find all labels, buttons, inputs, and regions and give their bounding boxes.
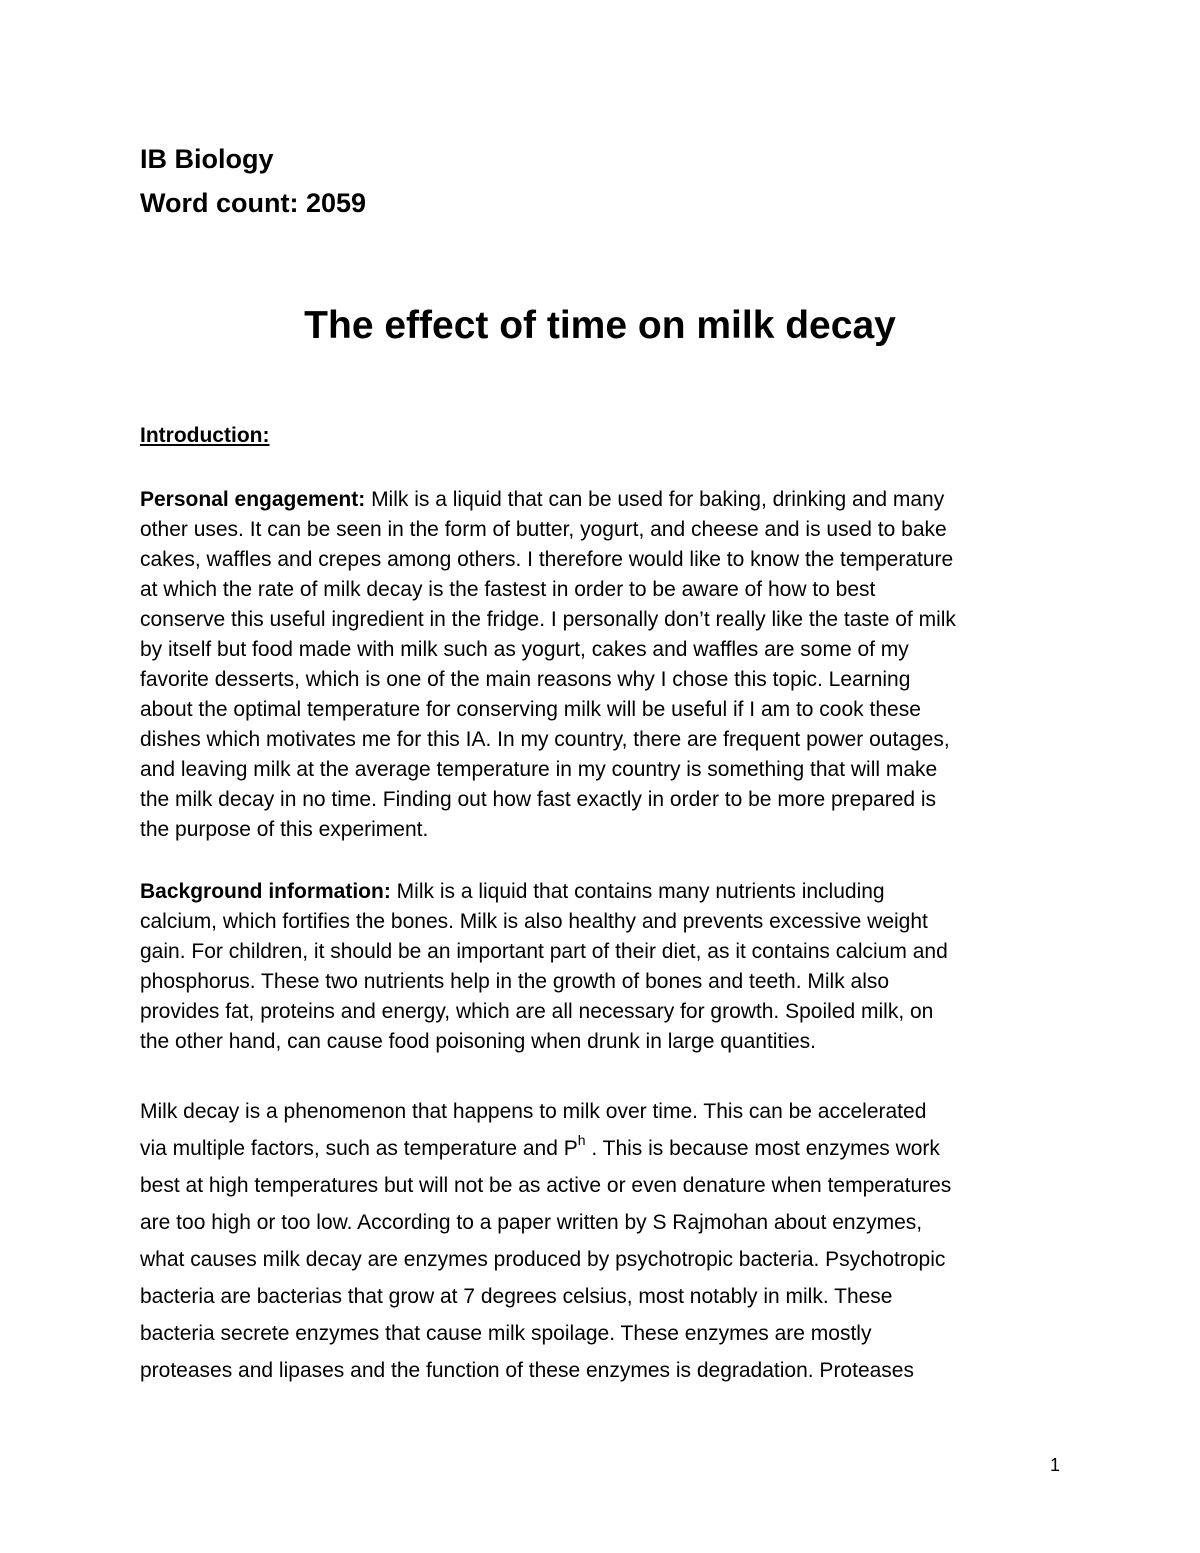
background-information-label: Background information: — [140, 880, 391, 903]
personal-engagement-paragraph — [140, 485, 1070, 845]
paragraph-line: by itself but food made with milk such as yogurt, cakes and waffles are some of my — [140, 638, 909, 661]
paragraph-line: about the optimal temperature for conserving milk will be useful if I am to cook these — [140, 698, 921, 721]
paragraph-line: the purpose of this experiment. — [140, 818, 429, 841]
paragraph-line: are too high or too low. According to a paper written by S Rajmohan about enzymes, — [140, 1211, 923, 1234]
paragraph-line: what causes milk decay are enzymes produced by psychotropic bacteria. Psychotropic — [140, 1248, 946, 1271]
paragraph-line: the other hand, can cause food poisoning when drunk in large quantities. — [140, 1030, 816, 1053]
introduction-heading: Introduction: — [140, 424, 270, 447]
milk-decay-paragraph — [140, 1093, 1070, 1389]
paragraph-line — [140, 1130, 1070, 1167]
paragraph-line: favorite desserts, which is one of the main reasons why I chose this topic. Learning — [140, 668, 911, 691]
paragraph-line: at which the rate of milk decay is the fastest in order to be aware of how to best — [140, 578, 876, 601]
paragraph-line: best at high temperatures but will not be as active or even denature when temperatures — [140, 1174, 952, 1197]
paragraph-line: conserve this useful ingredient in the fridge. I personally don’t really like the taste of milk — [140, 608, 956, 631]
paragraph-text: Milk is a liquid that contains many nutrients including — [390, 880, 885, 903]
paragraph-line: calcium, which fortifies the bones. Milk is also healthy and prevents excessive weight — [140, 910, 928, 933]
background-information-paragraph — [140, 877, 1070, 1057]
paragraph-line: Milk decay is a phenomenon that happens to milk over time. This can be accelerated — [140, 1100, 927, 1123]
paragraph-text: Milk is a liquid that can be used for baking, drinking and many — [365, 488, 945, 511]
paragraph-line: proteases and lipases and the function of these enzymes is degradation. Proteases — [140, 1359, 914, 1382]
paragraph-line: gain. For children, it should be an important part of their diet, as it contains calcium and — [140, 940, 948, 963]
paragraph-line: cakes, waffles and crepes among others. I therefore would like to know the temperature — [140, 548, 954, 571]
paragraph-line: dishes which motivates me for this IA. In my country, there are frequent power outages, — [140, 728, 950, 751]
paragraph-line: other uses. It can be seen in the form of butter, yogurt, and cheese and is used to bake — [140, 518, 947, 541]
paragraph-text: via multiple factors, such as temperature and P — [140, 1137, 578, 1160]
superscript-h: h — [577, 1132, 586, 1148]
paragraph-line — [140, 877, 1070, 907]
paragraph-text: . This is because most enzymes work — [585, 1137, 940, 1160]
document-title: The effect of time on milk decay — [304, 304, 896, 347]
paragraph-line: bacteria secrete enzymes that cause milk spoilage. These enzymes are mostly — [140, 1322, 872, 1345]
paragraph-line: phosphorus. These two nutrients help in the growth of bones and teeth. Milk also — [140, 970, 890, 993]
personal-engagement-label: Personal engagement: — [140, 488, 366, 511]
word-count: Word count: 2059 — [140, 188, 367, 218]
course-name: IB Biology — [140, 144, 274, 174]
paragraph-line: provides fat, proteins and energy, which are all necessary for growth. Spoiled milk, on — [140, 1000, 934, 1023]
paragraph-line: the milk decay in no time. Finding out how fast exactly in order to be more prepared is — [140, 788, 937, 811]
paragraph-line: bacteria are bacterias that grow at 7 degrees celsius, most notably in milk. These — [140, 1285, 893, 1308]
paragraph-line — [140, 485, 1070, 515]
paragraph-line: and leaving milk at the average temperature in my country is something that will make — [140, 758, 938, 781]
page-number: 1 — [1049, 1455, 1060, 1475]
